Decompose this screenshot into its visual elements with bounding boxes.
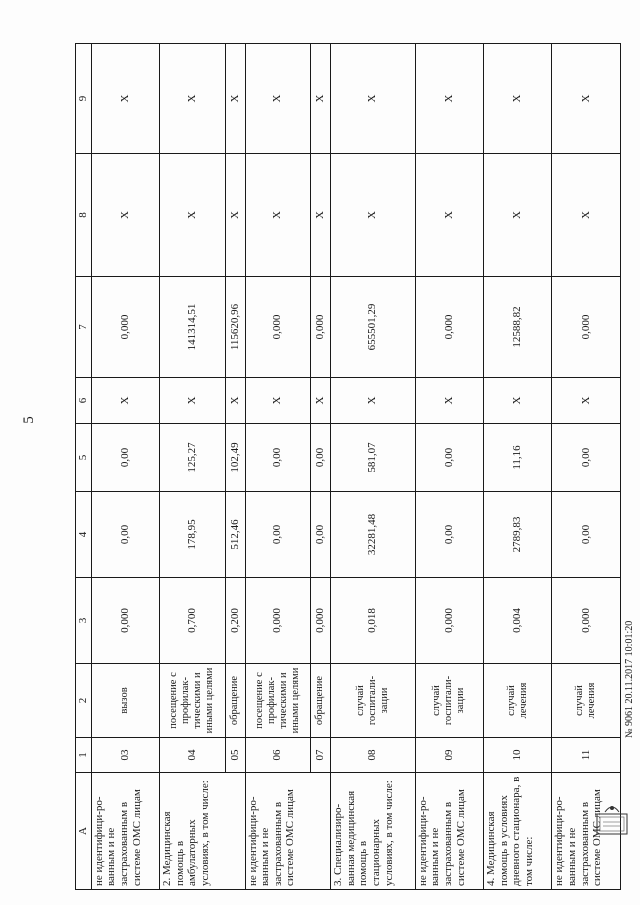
row-code-cell: 10 xyxy=(484,738,552,773)
row-code-cell: 11 xyxy=(552,738,621,773)
value-cell: 0,00 xyxy=(415,492,483,578)
value-cell: 12588,82 xyxy=(484,277,552,378)
value-cell: Х xyxy=(91,154,159,277)
table-row xyxy=(415,44,483,890)
value-cell: 32281,48 xyxy=(331,492,416,578)
value-cell: Х xyxy=(245,154,310,277)
value-cell: 0,00 xyxy=(552,492,621,578)
value-cell: Х xyxy=(484,154,552,277)
value-cell: 0,000 xyxy=(91,277,159,378)
table-row xyxy=(552,44,621,890)
row-name-cell: 2. Медицинская помощь в амбулаторных условиях, в том числе: xyxy=(160,773,245,890)
table-header-cell: А xyxy=(76,773,92,890)
value-cell: Х xyxy=(552,44,621,154)
unit-cell: случай госпитали-зации xyxy=(331,664,416,738)
value-cell: Х xyxy=(160,154,225,277)
table-row xyxy=(331,44,416,890)
table-row xyxy=(245,44,310,890)
value-cell: 0,000 xyxy=(552,277,621,378)
row-code-cell: 09 xyxy=(415,738,483,773)
data-table xyxy=(75,43,621,890)
value-cell: 0,004 xyxy=(484,578,552,664)
value-cell: 0,00 xyxy=(245,492,310,578)
value-cell: 102,49 xyxy=(225,424,245,492)
value-cell: Х xyxy=(331,154,416,277)
rotated-table-container xyxy=(75,44,621,890)
value-cell: 655501,29 xyxy=(331,277,416,378)
table-header-cell: 5 xyxy=(76,424,92,492)
value-cell: 0,700 xyxy=(160,578,225,664)
value-cell: Х xyxy=(311,378,331,424)
unit-cell: обращение xyxy=(225,664,245,738)
row-name-cell: не идентифици-ро-ванным и не застрахованным в системе ОМС лицам xyxy=(91,773,159,890)
value-cell: Х xyxy=(415,378,483,424)
table-header-cell: 3 xyxy=(76,578,92,664)
value-cell: Х xyxy=(160,378,225,424)
value-cell: Х xyxy=(311,154,331,277)
value-cell: 0,000 xyxy=(245,277,310,378)
value-cell: 2789,83 xyxy=(484,492,552,578)
value-cell: Х xyxy=(484,378,552,424)
table-row xyxy=(91,44,159,890)
value-cell: 0,00 xyxy=(552,424,621,492)
unit-cell: вызов xyxy=(91,664,159,738)
table-header-cell: 8 xyxy=(76,154,92,277)
value-cell: Х xyxy=(415,44,483,154)
value-cell: Х xyxy=(225,154,245,277)
table-header-cell: 7 xyxy=(76,277,92,378)
value-cell: Х xyxy=(225,44,245,154)
row-code-cell: 04 xyxy=(160,738,225,773)
value-cell: Х xyxy=(91,44,159,154)
value-cell: 0,000 xyxy=(552,578,621,664)
value-cell: Х xyxy=(331,378,416,424)
row-name-cell: не идентифици-ро-ванным и не застрахованным в системе ОМС лицам xyxy=(415,773,483,890)
value-cell: Х xyxy=(331,44,416,154)
stamp-icon xyxy=(595,800,629,836)
value-cell: 0,00 xyxy=(245,424,310,492)
value-cell: 0,000 xyxy=(311,578,331,664)
value-cell: 125,27 xyxy=(160,424,225,492)
value-cell: Х xyxy=(245,378,310,424)
value-cell: 581,07 xyxy=(331,424,416,492)
document-id: № 9061 20.11.2017 10:01:20 xyxy=(624,620,635,738)
table-header-cell: 4 xyxy=(76,492,92,578)
value-cell: Х xyxy=(245,44,310,154)
unit-cell: случай лечения xyxy=(552,664,621,738)
value-cell: 0,200 xyxy=(225,578,245,664)
value-cell: 0,00 xyxy=(91,492,159,578)
value-cell: Х xyxy=(484,44,552,154)
row-code-cell: 05 xyxy=(225,738,245,773)
table-header-cell: 1 xyxy=(76,738,92,773)
page-number: 5 xyxy=(21,416,37,424)
value-cell: Х xyxy=(91,378,159,424)
value-cell: 11,16 xyxy=(484,424,552,492)
table-row xyxy=(311,44,331,890)
value-cell: 0,00 xyxy=(311,492,331,578)
table-header-cell: 2 xyxy=(76,664,92,738)
table-area xyxy=(75,44,621,890)
row-name-cell: 4. Медицинская помощь в условиях дневного стационара, в том числе: xyxy=(484,773,552,890)
value-cell: Х xyxy=(160,44,225,154)
row-name-cell: 3. Специализиро-ванная медицинская помощь в стационарных условиях, в том числе: xyxy=(331,773,416,890)
value-cell: 0,00 xyxy=(91,424,159,492)
value-cell: 0,000 xyxy=(415,578,483,664)
row-code-cell: 07 xyxy=(311,738,331,773)
value-cell: 178,95 xyxy=(160,492,225,578)
value-cell: Х xyxy=(552,154,621,277)
unit-cell: обращение xyxy=(311,664,331,738)
value-cell: 0,018 xyxy=(331,578,416,664)
unit-cell: случай госпитали-зации xyxy=(415,664,483,738)
unit-cell: посещение с профилак-тическими и иными целями xyxy=(245,664,310,738)
row-code-cell: 06 xyxy=(245,738,310,773)
unit-cell: случай лечения xyxy=(484,664,552,738)
value-cell: 0,00 xyxy=(311,424,331,492)
value-cell: 0,000 xyxy=(91,578,159,664)
value-cell: 0,000 xyxy=(311,277,331,378)
table-header-row xyxy=(76,44,92,890)
row-name-cell: не идентифици-ро-ванным и не застрахованным в системе ОМС лицам xyxy=(245,773,330,890)
value-cell: 512,46 xyxy=(225,492,245,578)
value-cell: 0,000 xyxy=(415,277,483,378)
value-cell: Х xyxy=(415,154,483,277)
row-code-cell: 03 xyxy=(91,738,159,773)
value-cell: Х xyxy=(552,378,621,424)
value-cell: Х xyxy=(225,378,245,424)
value-cell: 0,000 xyxy=(245,578,310,664)
table-row xyxy=(160,44,225,890)
table-row xyxy=(484,44,552,890)
row-code-cell: 08 xyxy=(331,738,416,773)
value-cell: 0,00 xyxy=(415,424,483,492)
row-name-cell: не идентифици-ро-ванным и не застрахованным в системе ОМС лицам xyxy=(552,773,621,890)
value-cell: 115620,96 xyxy=(225,277,245,378)
value-cell: Х xyxy=(311,44,331,154)
table-header-cell: 6 xyxy=(76,378,92,424)
table-header-cell: 9 xyxy=(76,44,92,154)
value-cell: 141314,51 xyxy=(160,277,225,378)
table-row xyxy=(225,44,245,890)
unit-cell: посещение с профилак-тическими и иными целями xyxy=(160,664,225,738)
